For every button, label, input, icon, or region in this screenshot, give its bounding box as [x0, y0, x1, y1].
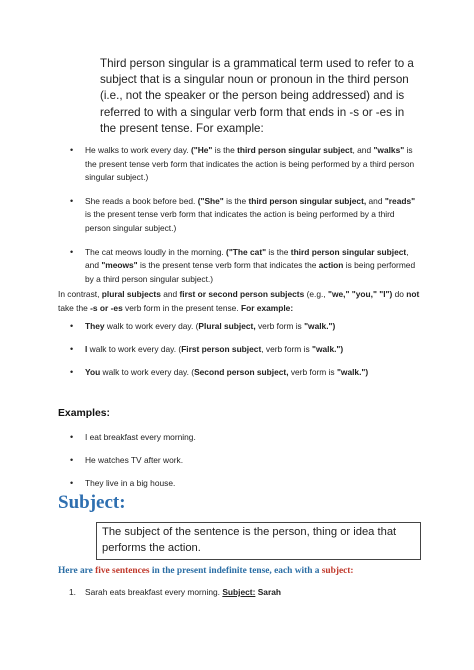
intro-paragraph: Third person singular is a grammatical term used to refer to a subject that is a singular noun or pronoun in the third person (i.e., not the speaker or the person being addressed) and is referred to with a singular verb form that ends in -s or -es in the present tense. For example: [100, 57, 414, 135]
verb-form: "walk.") [304, 321, 336, 331]
action-word: action [318, 260, 344, 271]
term: first or second person subjects [179, 289, 305, 299]
bullet: • [70, 145, 74, 155]
text: , and [352, 145, 374, 155]
subject-type: Second person subject, [194, 367, 289, 378]
text: and [366, 195, 385, 206]
suffix: -s or -es [90, 302, 123, 313]
list-item [58, 343, 418, 357]
verb-form: "walk.") [311, 344, 344, 355]
term: third person singular subject [237, 145, 353, 155]
examples-heading: Examples: [58, 408, 110, 419]
bullet: • [70, 321, 74, 331]
text: is the present tense verb form that indicates the action is being performed by a third person singular subject.) [85, 209, 395, 233]
list-item [58, 144, 418, 185]
emphasis: not [406, 289, 420, 299]
term: plural subjects [101, 289, 161, 299]
text: , and [85, 246, 409, 271]
subject-value: Sarah [255, 587, 281, 597]
sentence: He walks to work every day. [85, 145, 191, 155]
examples-list [58, 431, 418, 499]
text: is the [266, 246, 291, 257]
list-item [58, 366, 418, 380]
text: , verb form is [261, 344, 312, 355]
five-sentences-line [58, 566, 354, 576]
subject-type: First person subject [181, 344, 262, 355]
example-text: They live in a big house. [85, 477, 176, 488]
list-item [58, 431, 418, 445]
text: is the present tense verb form that indicates the [137, 260, 319, 271]
text: and [160, 289, 180, 299]
text: is the [212, 145, 238, 155]
bullet: • [70, 246, 74, 257]
verb-quote: "reads" [384, 195, 416, 206]
term: third person singular subject [290, 246, 407, 257]
subject: I [85, 344, 88, 355]
subject-quote: ("The cat" [226, 246, 267, 257]
text: is the present tense verb form that indicates the action is being performed by a third person singular subject.) [85, 145, 415, 183]
bullet: • [70, 344, 74, 355]
for-example-label: For example: [240, 302, 294, 313]
text: walk to work every day. ( [104, 321, 199, 331]
numbered-sentences-list [58, 586, 281, 599]
plural-examples-list [58, 320, 418, 389]
subject-heading: Subject: [58, 492, 126, 513]
sentence: She reads a book before bed. [85, 195, 198, 206]
text: verb form is [288, 367, 337, 378]
verb-form: "walk.") [336, 367, 369, 378]
subject-quote: ("He" [190, 145, 213, 155]
subject: You [85, 367, 101, 378]
text: walk to work every day. ( [100, 367, 195, 378]
text: take the [58, 302, 91, 313]
subject-quote: ("She" [197, 195, 224, 206]
text: verb form in the present tense. [122, 302, 241, 313]
example-text: He watches TV after work. [85, 454, 184, 465]
list-item [58, 195, 418, 236]
sentence: Sarah eats breakfast every morning. [85, 587, 223, 597]
list-item [58, 454, 418, 468]
verb-quote: "meows" [101, 260, 138, 271]
bullet: • [70, 367, 74, 378]
text: is being performed by a third person singular subject.) [85, 260, 416, 284]
bullet: • [70, 432, 74, 442]
examples-quote: "we," "you," "I") [328, 289, 393, 299]
text: verb form is [255, 321, 305, 331]
subject: They [85, 321, 105, 331]
bullet: • [70, 454, 74, 465]
highlight: five sentences [95, 566, 150, 576]
text: In contrast, [58, 289, 102, 299]
subject-label: Subject: [222, 587, 256, 597]
term: third person singular subject, [248, 195, 367, 206]
text: walk to work every day. ( [87, 344, 182, 355]
example-text: I eat breakfast every morning. [85, 432, 196, 442]
highlight: subject: [321, 566, 354, 576]
list-item [58, 586, 281, 599]
text: do [392, 289, 407, 299]
third-person-examples-list [58, 144, 418, 296]
bullet: • [70, 477, 74, 488]
text: Here are [58, 566, 96, 576]
text: in the present indefinite tense, each with a [149, 566, 322, 576]
item-number: 1. [69, 587, 76, 597]
text: is the [223, 195, 249, 206]
sentence: The cat meows loudly in the morning. [85, 246, 227, 257]
text: (e.g., [304, 289, 328, 299]
subject-type: Plural subject, [198, 321, 256, 331]
verb-quote: "walks" [373, 145, 405, 155]
bullet: • [70, 195, 74, 206]
contrast-paragraph [58, 288, 420, 315]
list-item [58, 246, 418, 287]
list-item [58, 477, 418, 491]
subject-definition-box: The subject of the sentence is the person, thing or idea that performs the action. [96, 522, 421, 560]
list-item [58, 320, 418, 334]
